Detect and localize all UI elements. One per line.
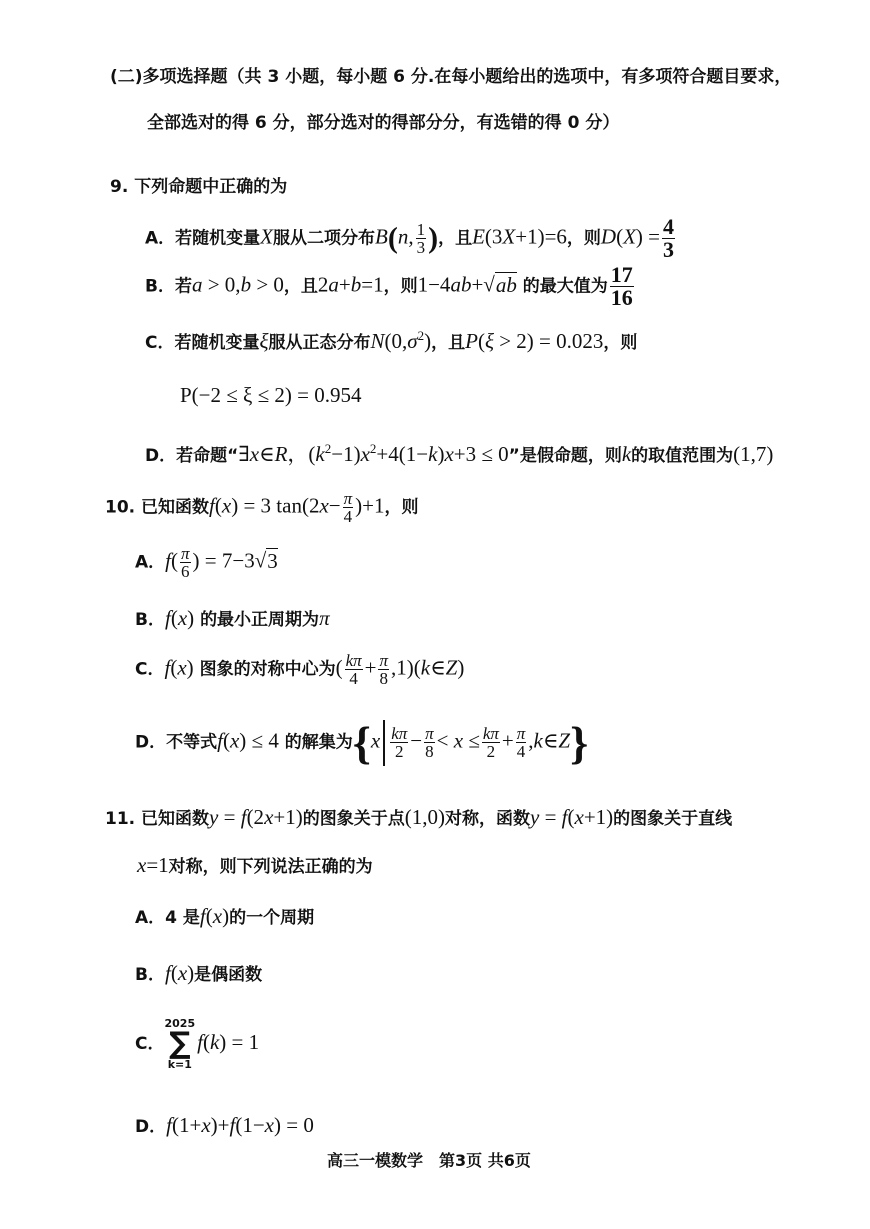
- page-footer: 高三一模数学 第3页 共6页: [327, 1151, 531, 1170]
- question-10-option-b: B．f(x) 的最小正周期为π: [135, 606, 330, 630]
- question-9-option-c: C．若随机变量ξ服从正态分布$N(0,\sigma^2)$，且P(ξ > 2) = 0.023，则: [145, 328, 638, 353]
- question-9-option-d: D．若命题“∃x∈R，$(k^2-1)x^2+4(1-k)x+3 \le 0$”是假命题，则k的取值范围为(1,7): [145, 441, 774, 466]
- question-11-stem: 11. 已知函数y = f(2x+1)的图象关于点(1,0)对称，函数y = f(x+1)的图象关于直线: [105, 805, 733, 829]
- question-11-option-d: D．f(1+x)+f(1−x) = 0: [135, 1113, 314, 1137]
- section-header-line2: 全部选对的得 6 分，部分选对的得部分分，有选错的得 0 分）: [147, 113, 620, 133]
- section-header-line1: (二)多项选择题（共 3 小题，每小题 6 分.在每小题给出的选项中，有多项符合题目要求，: [110, 67, 792, 87]
- question-11-option-a: A．4 是f(x)的一个周期: [135, 904, 315, 928]
- question-10-stem: 10. 已知函数f(x) = 3 tan(2x− $\frac{\pi}{4}$ )+1，则: [105, 489, 419, 526]
- question-11-option-b: B．f(x)是偶函数: [135, 961, 263, 985]
- question-11-stem-line2: x=1对称，则下列说法正确的为: [137, 853, 373, 877]
- question-10-option-a: A．f( $\frac{\pi}{6}$ ) = 7−3√3: [135, 544, 278, 581]
- question-9-stem: 9. 下列命题中正确的为: [110, 177, 288, 197]
- question-10-option-c: C．f(x) 图象的对称中心为( $\frac{k\pi}{4}$ + $\frac{\pi}{8}$ ,1)(k∈Z): [135, 651, 465, 688]
- question-10-option-d: D．不等式f(x) ≤ 4 的解集为{x $\frac{k\pi}{2}$ − $\frac{\pi}{8}$ < x ≤ $\frac{k\pi}{2}$ + $\frac{\pi}{4}$ ,k∈Z}: [135, 717, 589, 768]
- question-9-option-a: A．若随机变量X服从二项分布B(n, $\frac{1}{3}$ )，且E(3X+1)=6，则D(X) = $\frac{4}{3}$: [145, 214, 675, 262]
- question-9-option-c-line2: P(−2 ≤ ξ ≤ 2) = 0.954: [180, 383, 362, 407]
- question-11-option-c: C． 2025 ∑ k=1 f(k) = 1: [135, 1017, 260, 1071]
- question-9-option-b: B．若a > 0,b > 0，且2a+b=1，则1−4ab+√ab 的最大值为 $\frac{17}{16}$: [145, 262, 633, 310]
